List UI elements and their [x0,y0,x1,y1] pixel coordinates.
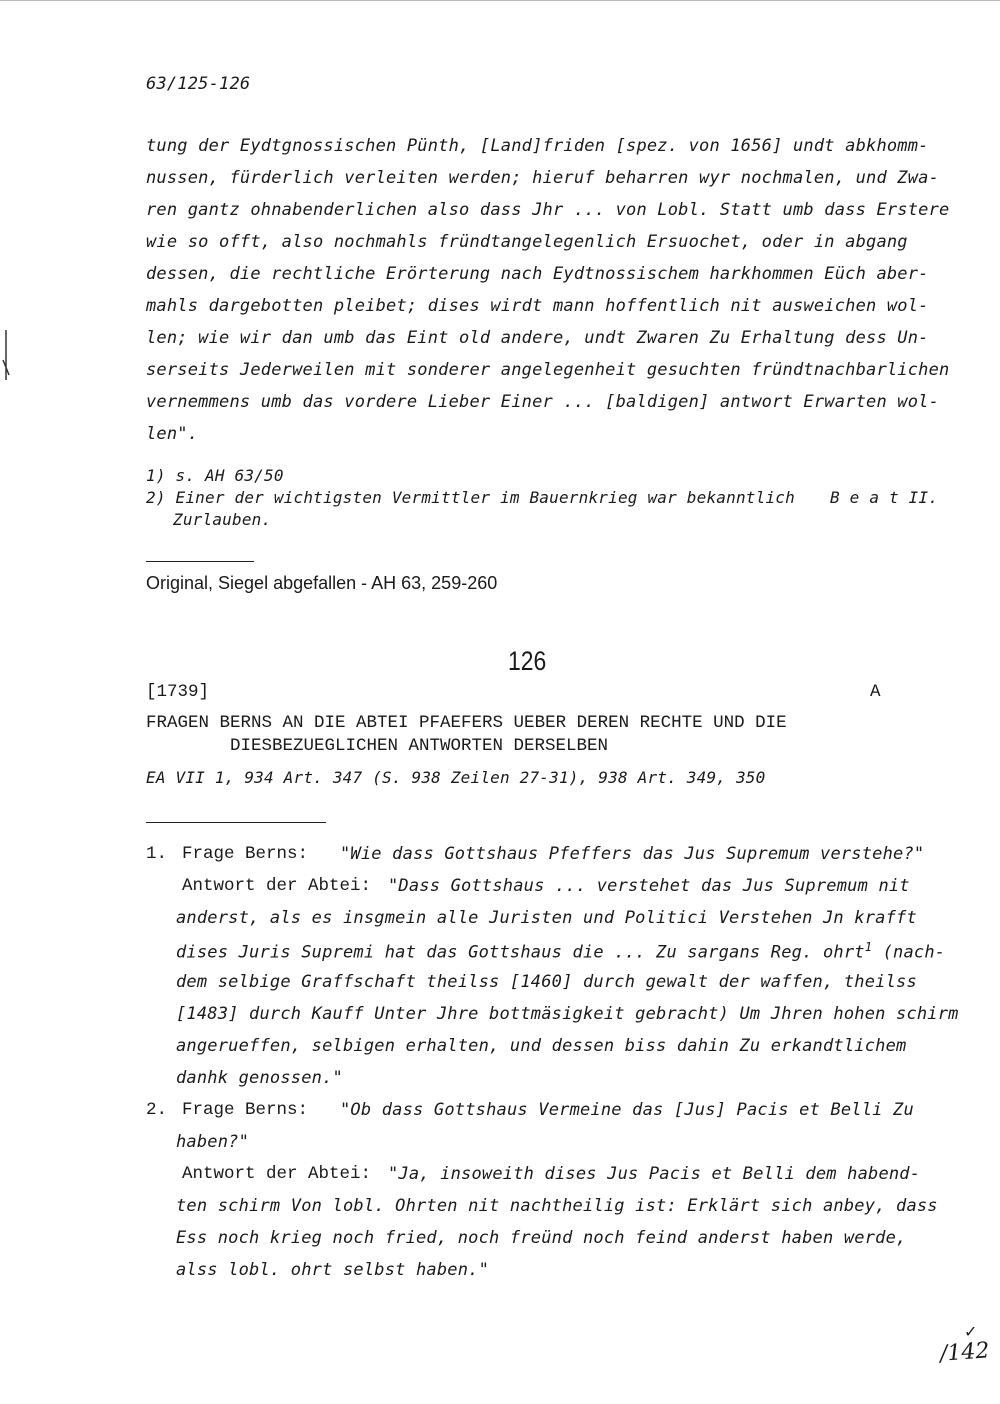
answer-text: dem selbige Graffschaft theilss [1460] durch gewalt der waffen, theilss [176,972,917,992]
separator-rule [146,561,254,562]
doc125-line: mahls dargebotten pleibet; dises wirdt mann hoffentlich nit ausweichen wol- [146,296,929,316]
doc-date: [1739] [146,682,210,702]
separator-rule [146,822,326,823]
footnote-2: 2) Einer der wichtigsten Vermittler im Bauernkrieg war bekanntlich [146,488,795,507]
footnote-2-name: B e a t II. [830,488,939,507]
checkmark-icon: ✓ [964,1322,978,1341]
handwritten-page-number: /142 [939,1338,991,1367]
question-number: 2. [146,1100,168,1120]
doc-title: FRAGEN BERNS AN DIE ABTEI PFAEFERS UEBER DEREN RECHTE UND DIE [146,713,787,733]
doc-title-cont: DIESBEZUEGLICHEN ANTWORTEN DERSELBEN [230,736,609,756]
page-top-edge [0,0,1000,1]
doc125-line: vernemmens umb das vordere Lieber Einer ... [baldigen] antwort Erwarten wol- [146,392,940,412]
answer-text: "Dass Gottshaus ... verstehet das Jus Supremum nit [388,876,910,896]
answer-text: dises Juris Supremi hat das Gottshaus die ... Zu sargans Reg. ohrt$^1$ (nach- [176,940,946,963]
answer-label: Antwort der Abtei: [182,1164,372,1184]
question-number: 1. [146,844,168,864]
question-text: "Wie dass Gottshaus Pfeffers das Jus Supremum verstehe?" [340,844,925,864]
doc125-line: len". [146,424,199,444]
question-label: Frage Berns: [182,1100,309,1120]
answer-text: ten schirm Von lobl. Ohrten nit nachtheilig ist: Erklärt sich anbey, dass [176,1196,938,1216]
footnote-2-cont: Zurlauben. [173,510,272,529]
page-header-ref: 63/125-126 [146,74,251,94]
question-text: haben?" [176,1132,250,1152]
doc125-line: serseits Jederweilen mit sonderer angelegenheit gesuchten fründtnachbarlichen [146,360,950,380]
source-note: Original, Siegel abgefallen - AH 63, 259-260 [146,573,498,593]
answer-label: Antwort der Abtei: [182,876,372,896]
doc-number: 126 [508,646,547,676]
footnote-marker: 1 [864,940,873,954]
doc125-line: len; wie wir dan umb das Eint old andere, undt Zwaren Zu Erhaltung dess Un- [146,328,929,348]
doc-letter: A [870,682,881,702]
doc125-line: nussen, fürderlich verleiten werden; hieruf beharren wyr nochmalen, und Zwa- [146,168,940,188]
answer-text: danhk genossen." [176,1068,343,1088]
doc125-line: wie so offt, also nochmahls fründtangelegenlich Ersuochet, oder in abgang [146,232,908,252]
footnote-1: 1) s. AH 63/50 [146,466,284,485]
answer-text: [1483] durch Kauff Unter Jhre bottmäsigkeit gebracht) Um Jhren hohen schirm [176,1004,959,1024]
question-label: Frage Berns: [182,844,309,864]
doc125-line: dessen, die rechtliche Erörterung nach Eydtnossischem harkhommen Eüch aber- [146,264,929,284]
answer-text: anderst, als es insgmein alle Juristen und Politici Verstehen Jn krafft [176,908,917,928]
question-text: "Ob dass Gottshaus Vermeine das [Jus] Pacis et Belli Zu [340,1100,914,1120]
answer-text: alss lobl. ohrt selbst haben." [176,1260,490,1280]
doc125-line: ren gantz ohnabenderlichen also dass Jhr ... von Lobl. Statt umb dass Erstere [146,200,950,220]
scan-mark-icon [0,320,14,400]
doc-reference: EA VII 1, 934 Art. 347 (S. 938 Zeilen 27-31), 938 Art. 349, 350 [146,768,766,787]
doc125-line: tung der Eydtgnossischen Pünth, [Land]friden [spez. von 1656] undt abkhomm- [146,136,929,156]
answer-text: "Ja, insoweith dises Jus Pacis et Belli dem habend- [388,1164,921,1184]
answer-text: angerueffen, selbigen erhalten, und dessen biss dahin Zu erkandtlichem [176,1036,907,1056]
answer-text: Ess noch krieg noch fried, noch freünd noch feind anderst haben werde, [176,1228,907,1248]
